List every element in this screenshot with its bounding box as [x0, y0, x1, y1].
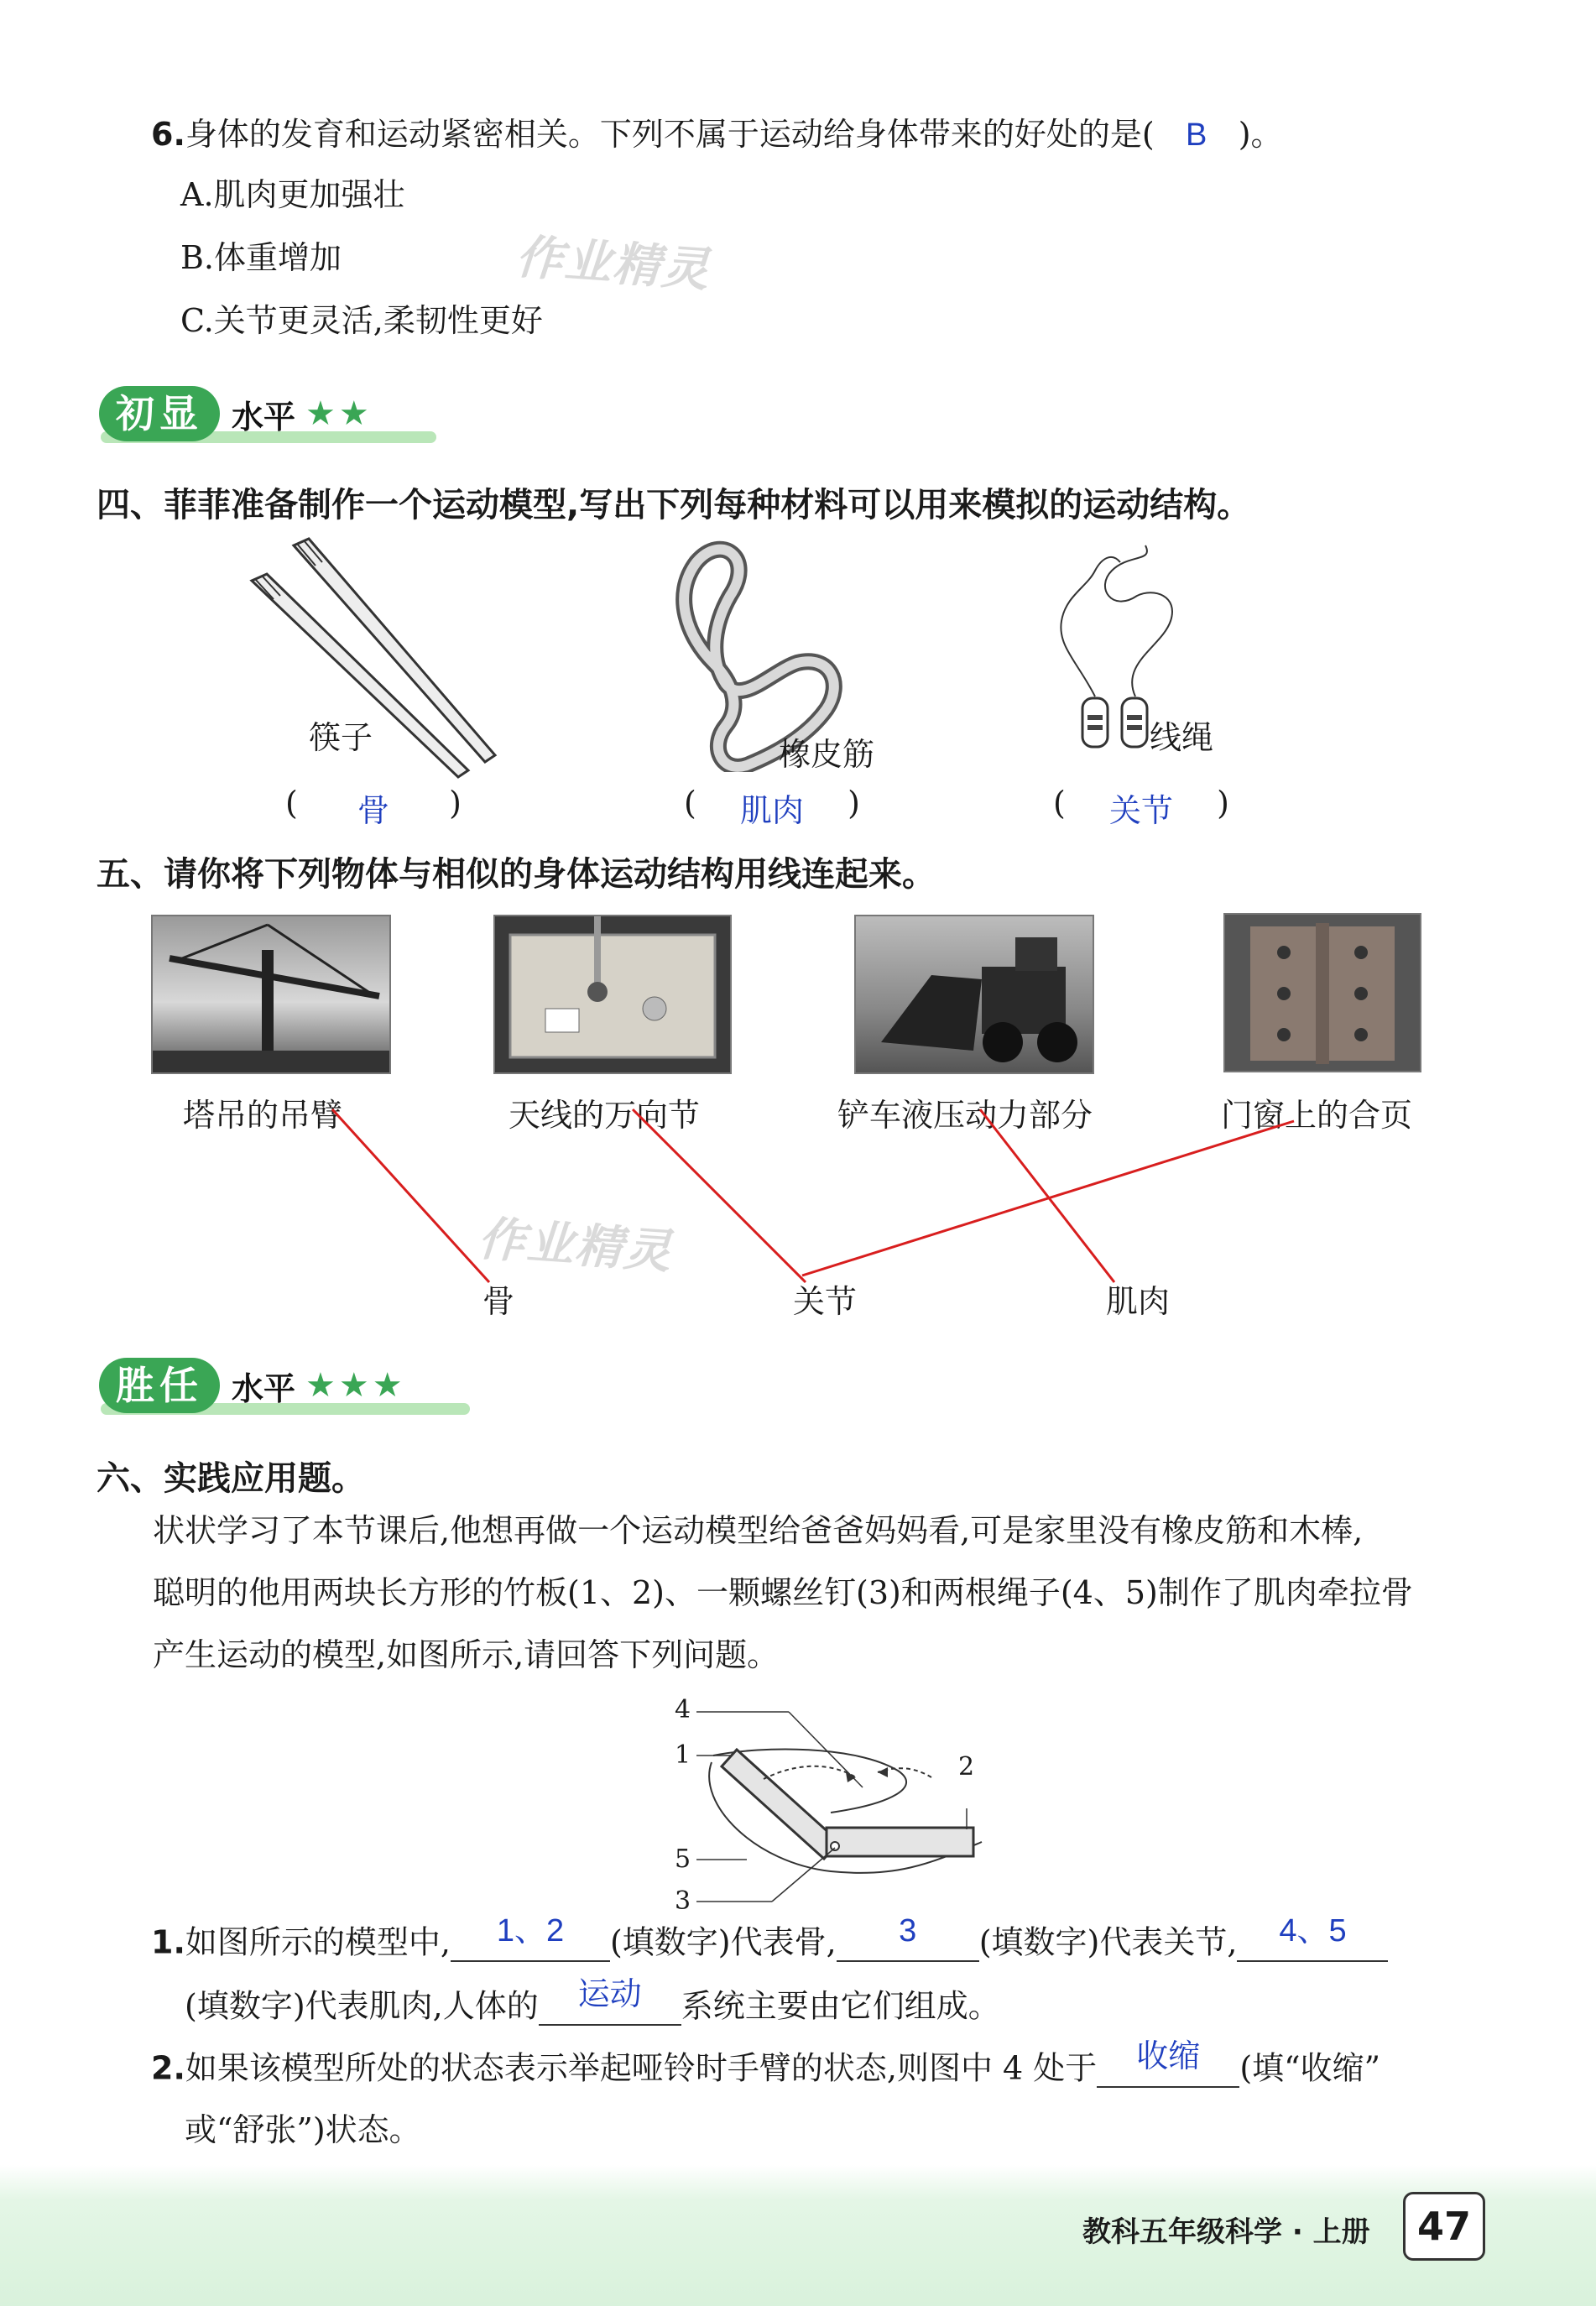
- match-line-loader-muscle: [980, 1109, 1114, 1282]
- q1-blank-system: [539, 1977, 681, 2026]
- q6-stem-suffix: )。: [1238, 116, 1283, 153]
- q1-text: 系统主要由它们组成。: [681, 1987, 1000, 2025]
- section-6-q2-line-1: [151, 2039, 1380, 2088]
- level-badge-pill: 初显: [99, 386, 220, 441]
- paren-close: ): [848, 785, 860, 822]
- star-icon: ★★★: [305, 1366, 406, 1405]
- footer-book-title: 教科五年级科学 · 上册: [1082, 2215, 1370, 2249]
- q1-blank-joint: [837, 1913, 979, 1962]
- q1-answer-bone: 1、2: [496, 1913, 565, 1949]
- section-6-para-line-1: 状状学习了本节课后,他想再做一个运动模型给爸爸妈妈看,可是家里没有橡皮筋和木棒,: [153, 1512, 1364, 1549]
- q6-option-a: A.肌肉更加强壮: [180, 176, 405, 213]
- object-antenna-label: 天线的万向节: [509, 1097, 701, 1134]
- q1-text: 如图所示的模型中,: [185, 1923, 451, 1961]
- structure-joint: 关节: [793, 1283, 858, 1320]
- section-6-q1-line-2: [185, 1977, 1000, 2026]
- star-icon: ★★: [305, 394, 373, 433]
- diagram-label-2: 2: [958, 1752, 975, 1782]
- structure-bone: 骨: [482, 1283, 515, 1320]
- object-loader-label: 铲车液压动力部分: [837, 1097, 1093, 1134]
- answer-joint: 关节: [1108, 794, 1173, 829]
- diagram-label-5: 5: [675, 1844, 691, 1874]
- object-crane-label: 塔吊的吊臂: [183, 1097, 343, 1134]
- section-6-para-line-2: 聪明的他用两块长方形的竹板(1、2)、一颗螺丝钉(3)和两根绳子(4、5)制作了肌肉牵拉骨: [153, 1574, 1413, 1611]
- section-6-q1-line-1: [151, 1913, 1388, 1962]
- level-badge-2: [99, 1354, 406, 1416]
- level-badge-label: 水平: [232, 1370, 296, 1407]
- q2-number: 2.: [151, 2049, 185, 2087]
- q6-option-c: C.关节更灵活,柔韧性更好: [180, 302, 543, 339]
- q1-blank-bone: [451, 1913, 610, 1962]
- q1-text: (填数字)代表骨,: [609, 1923, 837, 1961]
- chopsticks-label: 筷子: [309, 719, 373, 756]
- watermark: 作业精灵: [514, 229, 712, 299]
- match-line-antenna-joint: [633, 1109, 806, 1282]
- answer-bone: 骨: [357, 794, 389, 829]
- q1-answer-system: 运动: [577, 1977, 642, 2012]
- q1-blank-muscle: [1237, 1913, 1388, 1962]
- object-hinge-label: 门窗上的合页: [1221, 1097, 1413, 1134]
- section-6-title: 六、实践应用题。: [96, 1459, 365, 1498]
- level-badge-pill: 胜任: [99, 1358, 220, 1413]
- structure-muscle: 肌肉: [1106, 1283, 1171, 1320]
- q1-text: (填数字)代表关节,: [978, 1923, 1238, 1961]
- match-line-crane-bone: [332, 1109, 489, 1282]
- section-5-title: 五、请你将下列物体与相似的身体运动结构用线连起来。: [96, 855, 936, 894]
- muscle-bone-model-diagram: [663, 1695, 999, 1913]
- q6-answer: B: [1186, 117, 1207, 153]
- watermark: 作业精灵: [476, 1211, 675, 1281]
- level-badge-label: 水平: [232, 398, 296, 436]
- paren-open: (: [1053, 785, 1066, 822]
- match-line-hinge-joint: [802, 1121, 1294, 1276]
- paren-close: ): [1217, 785, 1229, 822]
- q1-answer-muscle: 4、5: [1279, 1913, 1347, 1949]
- paren-open: (: [285, 785, 298, 822]
- q6-stem-text: 身体的发育和运动紧密相关。下列不属于运动给身体带来的好处的是(: [185, 116, 1155, 153]
- section-4-title: 四、菲菲准备制作一个运动模型,写出下列每种材料可以用来模拟的运动结构。: [96, 486, 1251, 524]
- paren-open: (: [684, 785, 696, 822]
- diagram-label-3: 3: [675, 1886, 691, 1916]
- paren-close: ): [449, 785, 462, 822]
- q1-text: (填数字)代表肌肉,人体的: [185, 1987, 539, 2025]
- q1-answer-joint: 3: [899, 1913, 917, 1949]
- q6-number: 6.: [151, 116, 185, 153]
- diagram-label-1: 1: [675, 1740, 691, 1770]
- q1-number: 1.: [151, 1923, 185, 1961]
- section-6-q2-line-2: 或“舒张”)状态。: [185, 2111, 421, 2148]
- q2-blank: [1097, 2039, 1239, 2088]
- section-6-para-line-3: 产生运动的模型,如图所示,请回答下列问题。: [153, 1636, 780, 1673]
- diagram-label-4: 4: [675, 1695, 691, 1724]
- q2-text: (填“收缩”: [1239, 2049, 1380, 2087]
- q2-answer: 收缩: [1136, 2039, 1201, 2074]
- string-label: 线绳: [1150, 719, 1214, 756]
- answer-muscle: 肌肉: [739, 794, 804, 829]
- q2-text: 如果该模型所处的状态表示举起哑铃时手臂的状态,则图中 4 处于: [185, 2049, 1098, 2087]
- rubber-band-label: 橡皮筋: [779, 736, 875, 773]
- page-number: 47: [1403, 2192, 1485, 2261]
- q6-option-b: B.体重增加: [180, 239, 342, 276]
